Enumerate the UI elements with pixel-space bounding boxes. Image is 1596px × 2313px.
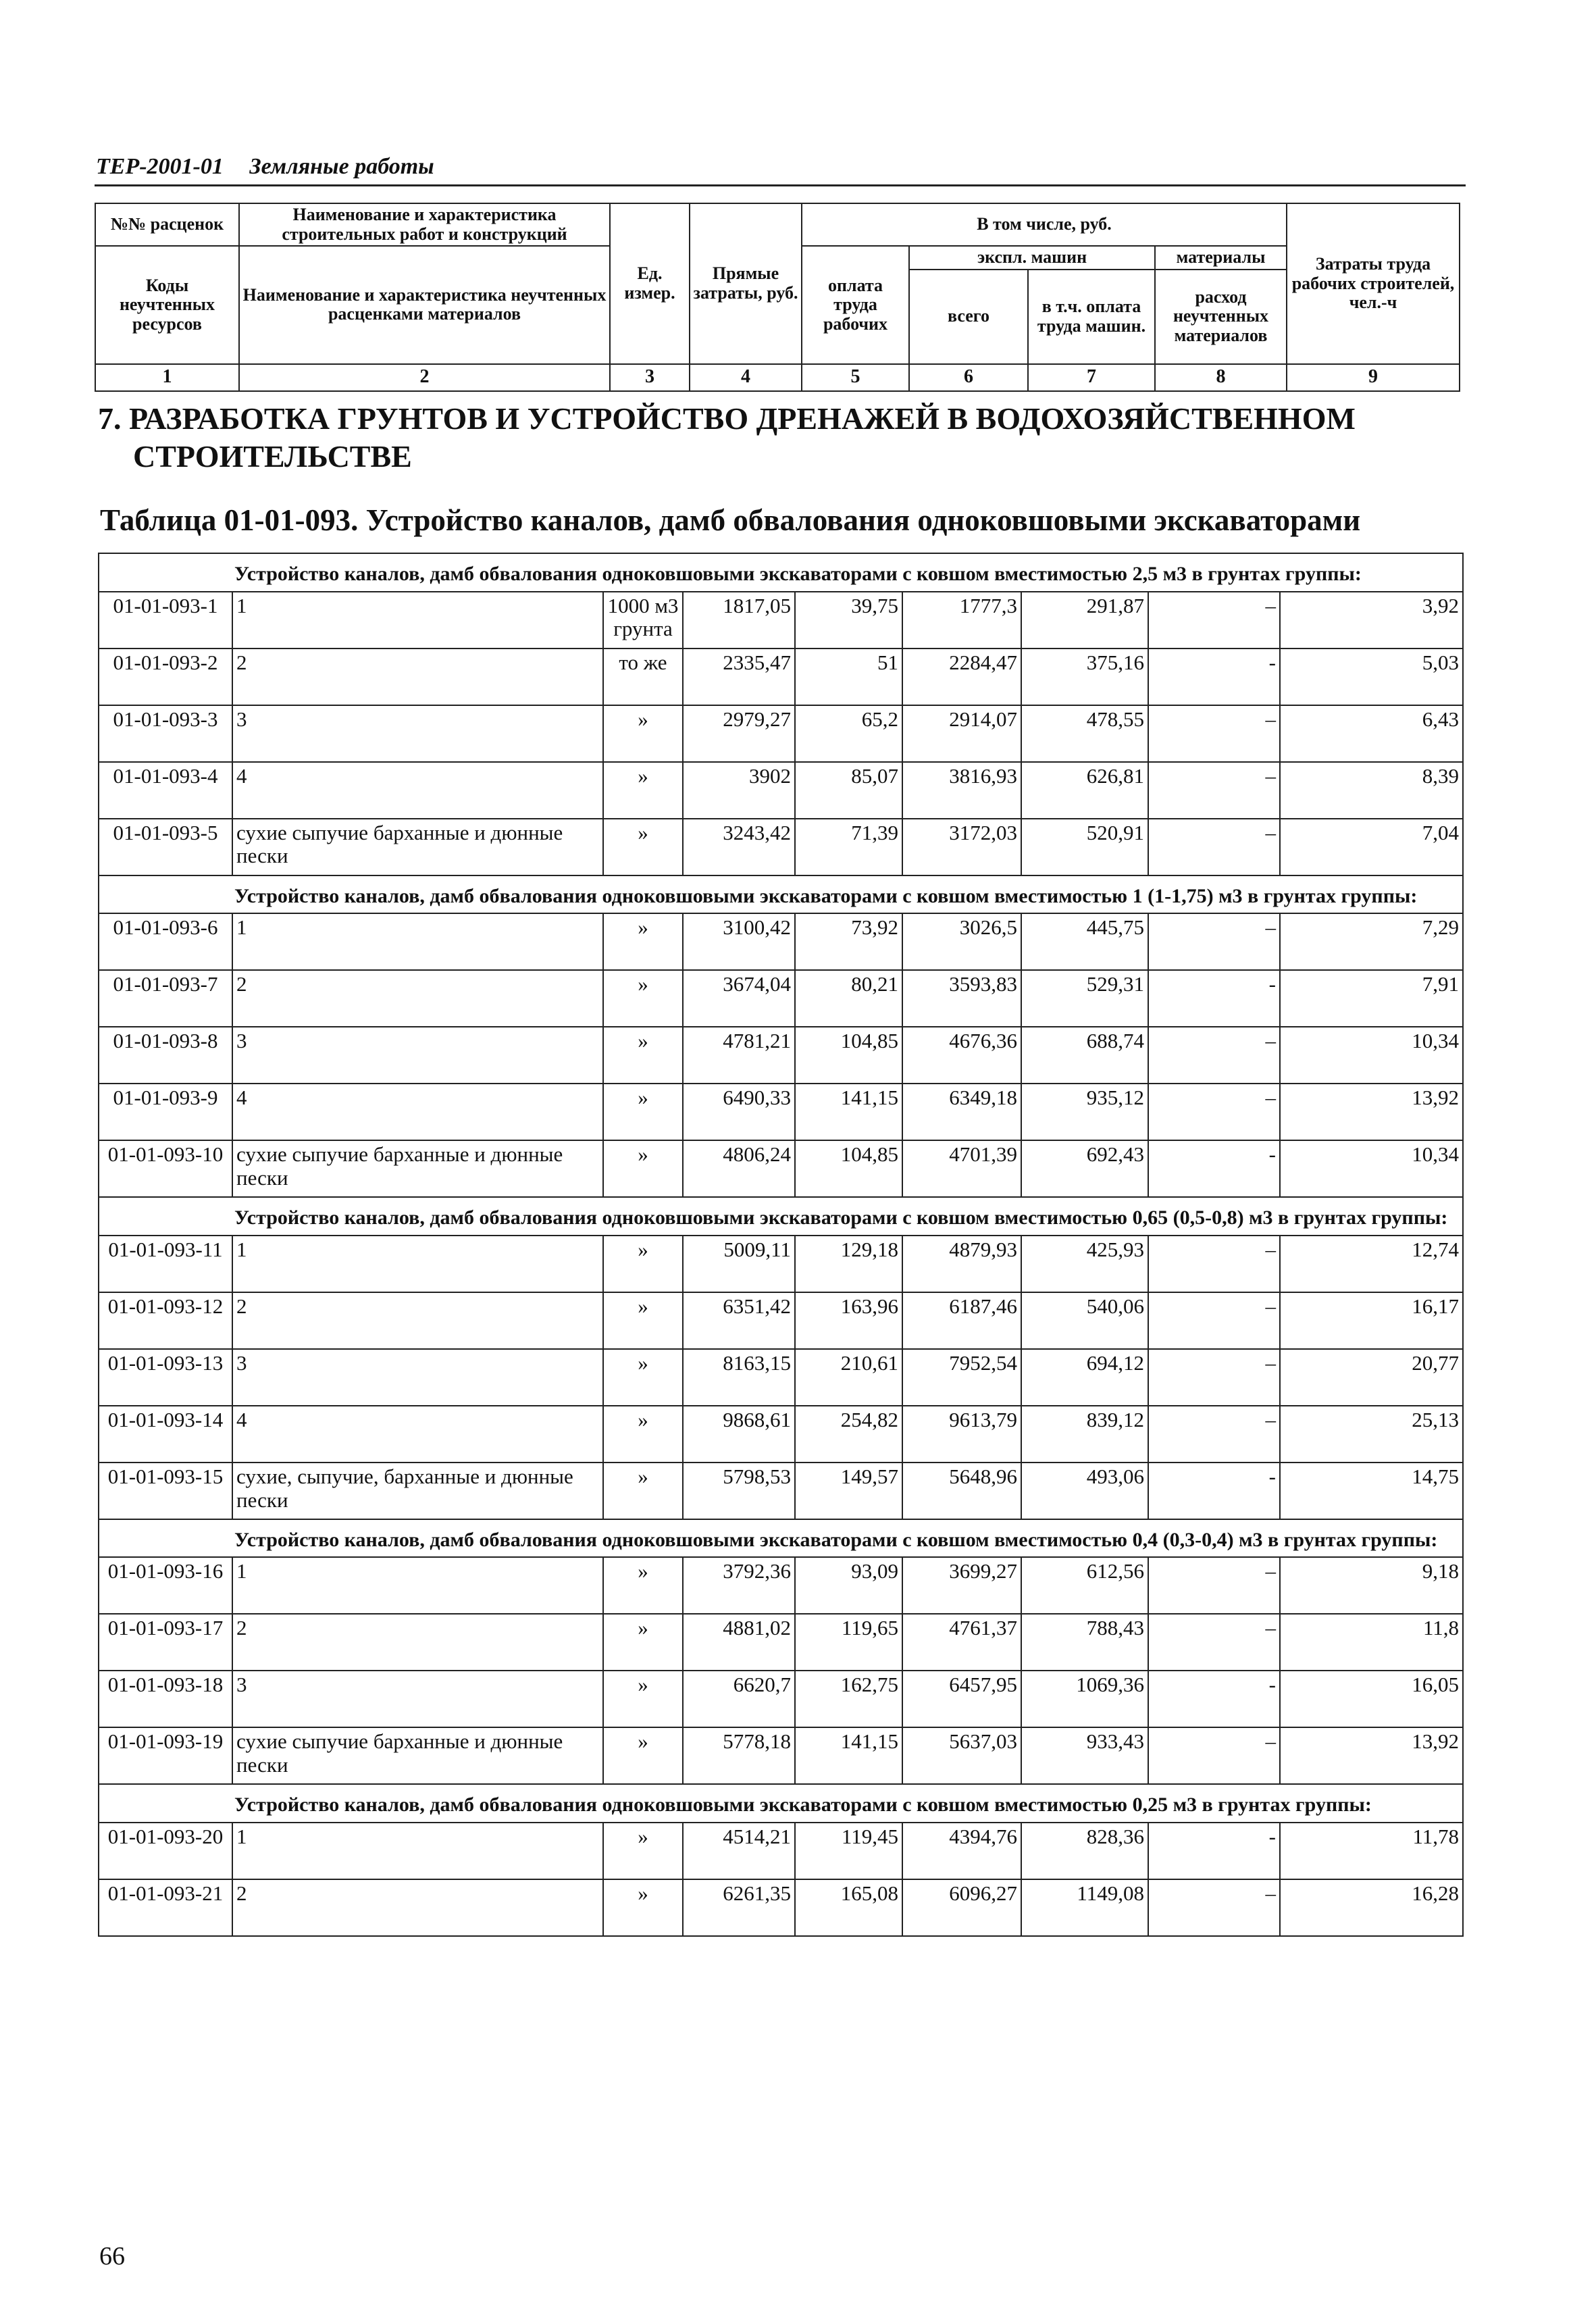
cell-direct-costs: 6490,33 xyxy=(683,1084,795,1140)
group-title: Устройство каналов, дамб обвалования одноковшовыми экскаваторами с ковшом вместимостью 2,5 м3 в грунтах группы: xyxy=(99,553,1463,592)
cell-materials: – xyxy=(1148,762,1280,819)
cell-labor-hours: 9,18 xyxy=(1280,1557,1463,1614)
cell-machines-labor: 291,87 xyxy=(1021,592,1148,649)
cell-machines-labor: 688,74 xyxy=(1021,1027,1148,1084)
rates-table xyxy=(98,553,1464,1937)
cell-machines-labor: 694,12 xyxy=(1021,1349,1148,1406)
cell-worker-pay: 129,18 xyxy=(795,1236,902,1292)
cell-unit: » xyxy=(603,1463,683,1519)
cell-worker-pay: 104,85 xyxy=(795,1027,902,1084)
cell-worker-pay: 141,15 xyxy=(795,1084,902,1140)
cell-worker-pay: 65,2 xyxy=(795,705,902,762)
cell-unit: » xyxy=(603,913,683,970)
cell-direct-costs: 8163,15 xyxy=(683,1349,795,1406)
cell-machines-labor: 1149,08 xyxy=(1021,1879,1148,1936)
header-resource-codes: Коды неучтенных ресурсов xyxy=(95,246,239,364)
cell-materials: – xyxy=(1148,592,1280,649)
cell-worker-pay: 119,65 xyxy=(795,1614,902,1671)
cell-machines-labor: 375,16 xyxy=(1021,649,1148,705)
group-title: Устройство каналов, дамб обвалования одноковшовыми экскаваторами с ковшом вместимостью 0,25 м3 в грунтах группы: xyxy=(99,1784,1463,1823)
column-header-table xyxy=(95,203,1460,392)
cell-machines-labor: 692,43 xyxy=(1021,1140,1148,1197)
cell-work-name: 2 xyxy=(232,649,603,705)
table-row xyxy=(99,1349,1463,1406)
cell-unit: » xyxy=(603,1823,683,1879)
table-row xyxy=(99,1671,1463,1727)
header-unit: Ед. измер. xyxy=(610,203,690,364)
cell-rate-code: 01-01-093-7 xyxy=(99,970,232,1027)
cell-unit: » xyxy=(603,762,683,819)
cell-machines-labor: 520,91 xyxy=(1021,819,1148,875)
table-row xyxy=(99,1084,1463,1140)
cell-machines-total: 4676,36 xyxy=(902,1027,1021,1084)
group-header-row xyxy=(99,553,1463,592)
cell-work-name: 4 xyxy=(232,762,603,819)
cell-work-name: сухие, сыпучие, барханные и дюнные пески xyxy=(232,1463,603,1519)
cell-worker-pay: 51 xyxy=(795,649,902,705)
cell-direct-costs: 6620,7 xyxy=(683,1671,795,1727)
header-direct-costs: Прямые затраты, руб. xyxy=(690,203,802,364)
cell-machines-total: 6457,95 xyxy=(902,1671,1021,1727)
cell-unit: » xyxy=(603,970,683,1027)
cell-worker-pay: 149,57 xyxy=(795,1463,902,1519)
group-title: Устройство каналов, дамб обвалования одноковшовыми экскаваторами с ковшом вместимостью 1 (1-1,75) м3 в грунтах группы: xyxy=(99,875,1463,914)
cell-machines-labor: 612,56 xyxy=(1021,1557,1148,1614)
section-heading-line: СТРОИТЕЛЬСТВЕ xyxy=(133,439,412,474)
group-title: Устройство каналов, дамб обвалования одноковшовыми экскаваторами с ковшом вместимостью 0,4 (0,3-0,4) м3 в грунтах группы: xyxy=(99,1519,1463,1558)
cell-machines-total: 1777,3 xyxy=(902,592,1021,649)
table-row xyxy=(99,649,1463,705)
cell-labor-hours: 16,28 xyxy=(1280,1879,1463,1936)
cell-materials: – xyxy=(1148,1027,1280,1084)
cell-labor-hours: 16,17 xyxy=(1280,1292,1463,1349)
header-materials-unaccounted: расход неучтенных материалов xyxy=(1155,270,1287,364)
table-row xyxy=(99,1727,1463,1784)
cell-machines-total: 4761,37 xyxy=(902,1614,1021,1671)
cell-materials: – xyxy=(1148,1406,1280,1463)
cell-rate-code: 01-01-093-13 xyxy=(99,1349,232,1406)
cell-rate-code: 01-01-093-10 xyxy=(99,1140,232,1197)
document-series: ТЕР-2001-01 xyxy=(96,154,224,179)
cell-direct-costs: 3100,42 xyxy=(683,913,795,970)
cell-machines-labor: 445,75 xyxy=(1021,913,1148,970)
section-heading xyxy=(98,400,1435,476)
table-row xyxy=(99,1027,1463,1084)
cell-direct-costs: 3243,42 xyxy=(683,819,795,875)
cell-materials: – xyxy=(1148,819,1280,875)
cell-machines-labor: 935,12 xyxy=(1021,1084,1148,1140)
cell-labor-hours: 6,43 xyxy=(1280,705,1463,762)
cell-materials: - xyxy=(1148,1823,1280,1879)
cell-rate-code: 01-01-093-6 xyxy=(99,913,232,970)
cell-labor-hours: 11,8 xyxy=(1280,1614,1463,1671)
running-head xyxy=(96,154,1464,180)
cell-worker-pay: 254,82 xyxy=(795,1406,902,1463)
cell-unit: » xyxy=(603,1236,683,1292)
cell-direct-costs: 4781,21 xyxy=(683,1027,795,1084)
cell-machines-labor: 828,36 xyxy=(1021,1823,1148,1879)
cell-rate-code: 01-01-093-9 xyxy=(99,1084,232,1140)
document-section-title: Земляные работы xyxy=(249,154,434,179)
cell-machines-total: 4701,39 xyxy=(902,1140,1021,1197)
group-header-row xyxy=(99,875,1463,914)
table-row xyxy=(99,1557,1463,1614)
cell-labor-hours: 5,03 xyxy=(1280,649,1463,705)
cell-unit: » xyxy=(603,1084,683,1140)
cell-direct-costs: 2979,27 xyxy=(683,705,795,762)
cell-machines-total: 4394,76 xyxy=(902,1823,1021,1879)
cell-unit: » xyxy=(603,1727,683,1784)
cell-labor-hours: 8,39 xyxy=(1280,762,1463,819)
cell-worker-pay: 73,92 xyxy=(795,913,902,970)
cell-rate-code: 01-01-093-1 xyxy=(99,592,232,649)
cell-work-name: 2 xyxy=(232,970,603,1027)
column-number: 4 xyxy=(690,364,802,391)
cell-direct-costs: 3792,36 xyxy=(683,1557,795,1614)
cell-worker-pay: 165,08 xyxy=(795,1879,902,1936)
cell-labor-hours: 7,29 xyxy=(1280,913,1463,970)
cell-materials: - xyxy=(1148,970,1280,1027)
cell-materials: – xyxy=(1148,1614,1280,1671)
header-machines-total: всего xyxy=(909,270,1028,364)
cell-work-name: 4 xyxy=(232,1406,603,1463)
cell-machines-total: 3816,93 xyxy=(902,762,1021,819)
cell-direct-costs: 5798,53 xyxy=(683,1463,795,1519)
cell-machines-labor: 493,06 xyxy=(1021,1463,1148,1519)
cell-direct-costs: 4881,02 xyxy=(683,1614,795,1671)
cell-unit: » xyxy=(603,1406,683,1463)
cell-machines-total: 4879,93 xyxy=(902,1236,1021,1292)
cell-machines-total: 5648,96 xyxy=(902,1463,1021,1519)
cell-worker-pay: 141,15 xyxy=(795,1727,902,1784)
cell-machines-total: 6096,27 xyxy=(902,1879,1021,1936)
cell-labor-hours: 10,34 xyxy=(1280,1027,1463,1084)
cell-rate-code: 01-01-093-21 xyxy=(99,1879,232,1936)
cell-machines-total: 5637,03 xyxy=(902,1727,1021,1784)
cell-labor-hours: 25,13 xyxy=(1280,1406,1463,1463)
cell-machines-labor: 933,43 xyxy=(1021,1727,1148,1784)
table-row xyxy=(99,1406,1463,1463)
cell-worker-pay: 210,61 xyxy=(795,1349,902,1406)
header-including: В том числе, руб. xyxy=(802,203,1287,246)
table-row xyxy=(99,970,1463,1027)
cell-machines-total: 7952,54 xyxy=(902,1349,1021,1406)
table-row xyxy=(99,762,1463,819)
cell-materials: – xyxy=(1148,1557,1280,1614)
cell-direct-costs: 1817,05 xyxy=(683,592,795,649)
header-work-name: Наименование и характеристика строительных работ и конструкций xyxy=(239,203,610,246)
cell-worker-pay: 39,75 xyxy=(795,592,902,649)
cell-rate-code: 01-01-093-16 xyxy=(99,1557,232,1614)
cell-labor-hours: 10,34 xyxy=(1280,1140,1463,1197)
cell-materials: – xyxy=(1148,1292,1280,1349)
cell-machines-total: 3026,5 xyxy=(902,913,1021,970)
cell-materials: – xyxy=(1148,1236,1280,1292)
table-row xyxy=(99,705,1463,762)
cell-machines-labor: 529,31 xyxy=(1021,970,1148,1027)
cell-direct-costs: 9868,61 xyxy=(683,1406,795,1463)
page-number: 66 xyxy=(99,2242,125,2270)
cell-machines-total: 6349,18 xyxy=(902,1084,1021,1140)
cell-rate-code: 01-01-093-5 xyxy=(99,819,232,875)
cell-worker-pay: 162,75 xyxy=(795,1671,902,1727)
cell-work-name: 4 xyxy=(232,1084,603,1140)
table-row xyxy=(99,1614,1463,1671)
cell-unit: то же xyxy=(603,649,683,705)
table-row xyxy=(99,1292,1463,1349)
header-machines: экспл. машин xyxy=(909,246,1155,270)
cell-rate-code: 01-01-093-19 xyxy=(99,1727,232,1784)
cell-labor-hours: 16,05 xyxy=(1280,1671,1463,1727)
cell-worker-pay: 119,45 xyxy=(795,1823,902,1879)
cell-machines-total: 6187,46 xyxy=(902,1292,1021,1349)
cell-machines-labor: 540,06 xyxy=(1021,1292,1148,1349)
table-row xyxy=(99,592,1463,649)
column-number: 3 xyxy=(610,364,690,391)
cell-work-name: сухие сыпучие барханные и дюнные пески xyxy=(232,1140,603,1197)
cell-work-name: 2 xyxy=(232,1292,603,1349)
cell-direct-costs: 4806,24 xyxy=(683,1140,795,1197)
group-header-row xyxy=(99,1519,1463,1558)
cell-worker-pay: 163,96 xyxy=(795,1292,902,1349)
cell-unit: » xyxy=(603,819,683,875)
cell-unit: » xyxy=(603,1614,683,1671)
cell-work-name: сухие сыпучие барханные и дюнные пески xyxy=(232,1727,603,1784)
cell-rate-code: 01-01-093-3 xyxy=(99,705,232,762)
cell-materials: – xyxy=(1148,913,1280,970)
cell-rate-code: 01-01-093-4 xyxy=(99,762,232,819)
header-rule xyxy=(95,184,1466,186)
cell-rate-code: 01-01-093-8 xyxy=(99,1027,232,1084)
table-title: Таблица 01-01-093. Устройство каналов, дамб обвалования одноковшовыми экскаваторами xyxy=(100,503,1361,537)
cell-machines-total: 3699,27 xyxy=(902,1557,1021,1614)
cell-worker-pay: 85,07 xyxy=(795,762,902,819)
column-number: 2 xyxy=(239,364,610,391)
cell-materials: – xyxy=(1148,1727,1280,1784)
cell-labor-hours: 13,92 xyxy=(1280,1084,1463,1140)
cell-work-name: 3 xyxy=(232,1027,603,1084)
cell-worker-pay: 71,39 xyxy=(795,819,902,875)
cell-machines-labor: 626,81 xyxy=(1021,762,1148,819)
cell-unit: » xyxy=(603,1027,683,1084)
cell-materials: - xyxy=(1148,1463,1280,1519)
table-row xyxy=(99,1140,1463,1197)
cell-materials: – xyxy=(1148,705,1280,762)
cell-direct-costs: 4514,21 xyxy=(683,1823,795,1879)
cell-work-name: 1 xyxy=(232,913,603,970)
cell-work-name: 3 xyxy=(232,705,603,762)
cell-unit: » xyxy=(603,1292,683,1349)
column-number: 1 xyxy=(95,364,239,391)
cell-rate-code: 01-01-093-11 xyxy=(99,1236,232,1292)
cell-rate-code: 01-01-093-18 xyxy=(99,1671,232,1727)
cell-worker-pay: 104,85 xyxy=(795,1140,902,1197)
header-materials: материалы xyxy=(1155,246,1287,270)
cell-unit: » xyxy=(603,705,683,762)
cell-materials: – xyxy=(1148,1349,1280,1406)
cell-work-name: 2 xyxy=(232,1879,603,1936)
cell-labor-hours: 11,78 xyxy=(1280,1823,1463,1879)
table-row xyxy=(99,1463,1463,1519)
cell-labor-hours: 3,92 xyxy=(1280,592,1463,649)
cell-work-name: 1 xyxy=(232,1823,603,1879)
header-labor-costs: Затраты труда рабочих строителей, чел.-ч xyxy=(1287,203,1460,364)
cell-work-name: 2 xyxy=(232,1614,603,1671)
cell-work-name: 1 xyxy=(232,1236,603,1292)
cell-direct-costs: 6261,35 xyxy=(683,1879,795,1936)
column-number: 8 xyxy=(1155,364,1287,391)
cell-machines-total: 9613,79 xyxy=(902,1406,1021,1463)
cell-direct-costs: 3902 xyxy=(683,762,795,819)
cell-work-name: 1 xyxy=(232,592,603,649)
cell-machines-labor: 478,55 xyxy=(1021,705,1148,762)
cell-materials: - xyxy=(1148,1671,1280,1727)
cell-direct-costs: 3674,04 xyxy=(683,970,795,1027)
header-materials-name: Наименование и характеристика неучтенных расценками материалов xyxy=(239,246,610,364)
cell-materials: – xyxy=(1148,1879,1280,1936)
column-number: 5 xyxy=(802,364,909,391)
cell-work-name: 1 xyxy=(232,1557,603,1614)
cell-rate-code: 01-01-093-2 xyxy=(99,649,232,705)
cell-direct-costs: 6351,42 xyxy=(683,1292,795,1349)
cell-machines-total: 2284,47 xyxy=(902,649,1021,705)
header-worker-pay: оплата труда рабочих xyxy=(802,246,909,364)
column-number: 7 xyxy=(1028,364,1155,391)
cell-labor-hours: 14,75 xyxy=(1280,1463,1463,1519)
cell-machines-labor: 788,43 xyxy=(1021,1614,1148,1671)
cell-rate-code: 01-01-093-15 xyxy=(99,1463,232,1519)
cell-worker-pay: 80,21 xyxy=(795,970,902,1027)
cell-unit: » xyxy=(603,1557,683,1614)
cell-rate-code: 01-01-093-12 xyxy=(99,1292,232,1349)
cell-labor-hours: 7,04 xyxy=(1280,819,1463,875)
cell-unit: » xyxy=(603,1349,683,1406)
cell-machines-total: 3593,83 xyxy=(902,970,1021,1027)
cell-rate-code: 01-01-093-14 xyxy=(99,1406,232,1463)
cell-machines-labor: 425,93 xyxy=(1021,1236,1148,1292)
cell-unit: » xyxy=(603,1879,683,1936)
cell-machines-total: 3172,03 xyxy=(902,819,1021,875)
cell-labor-hours: 20,77 xyxy=(1280,1349,1463,1406)
header-rates: №№ расценок xyxy=(95,203,239,246)
cell-machines-labor: 839,12 xyxy=(1021,1406,1148,1463)
cell-work-name: 3 xyxy=(232,1349,603,1406)
table-row xyxy=(99,1879,1463,1936)
cell-rate-code: 01-01-093-20 xyxy=(99,1823,232,1879)
cell-direct-costs: 2335,47 xyxy=(683,649,795,705)
section-heading-line: 7. РАЗРАБОТКА ГРУНТОВ И УСТРОЙСТВО ДРЕНАЖЕЙ В ВОДОХОЗЯЙСТВЕННОМ xyxy=(98,401,1356,436)
cell-materials: – xyxy=(1148,1084,1280,1140)
cell-direct-costs: 5778,18 xyxy=(683,1727,795,1784)
table-row xyxy=(99,819,1463,875)
cell-worker-pay: 93,09 xyxy=(795,1557,902,1614)
cell-direct-costs: 5009,11 xyxy=(683,1236,795,1292)
cell-materials: - xyxy=(1148,649,1280,705)
cell-machines-labor: 1069,36 xyxy=(1021,1671,1148,1727)
header-machines-labor: в т.ч. оплата труда машин. xyxy=(1028,270,1155,364)
group-title: Устройство каналов, дамб обвалования одноковшовыми экскаваторами с ковшом вместимостью 0,65 (0,5-0,8) м3 в грунтах группы: xyxy=(99,1197,1463,1236)
cell-labor-hours: 12,74 xyxy=(1280,1236,1463,1292)
cell-work-name: сухие сыпучие барханные и дюнные пески xyxy=(232,819,603,875)
column-number: 9 xyxy=(1287,364,1460,391)
cell-labor-hours: 7,91 xyxy=(1280,970,1463,1027)
cell-work-name: 3 xyxy=(232,1671,603,1727)
cell-machines-total: 2914,07 xyxy=(902,705,1021,762)
cell-unit: » xyxy=(603,1671,683,1727)
cell-labor-hours: 13,92 xyxy=(1280,1727,1463,1784)
group-header-row xyxy=(99,1197,1463,1236)
table-row xyxy=(99,1823,1463,1879)
cell-materials: - xyxy=(1148,1140,1280,1197)
cell-rate-code: 01-01-093-17 xyxy=(99,1614,232,1671)
cell-unit: 1000 м3 грунта xyxy=(603,592,683,649)
cell-unit: » xyxy=(603,1140,683,1197)
group-header-row xyxy=(99,1784,1463,1823)
column-number: 6 xyxy=(909,364,1028,391)
table-row xyxy=(99,1236,1463,1292)
table-row xyxy=(99,913,1463,970)
